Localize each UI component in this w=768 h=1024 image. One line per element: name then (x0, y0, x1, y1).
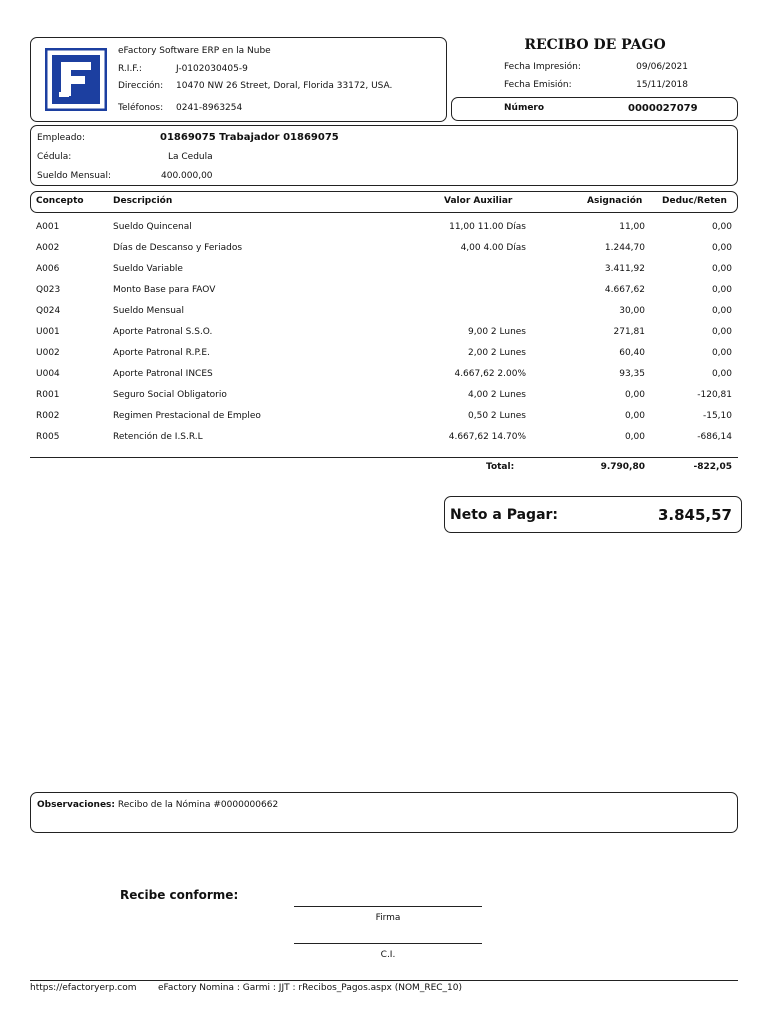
row-aux-value: 0,50 2 Lunes (468, 411, 526, 421)
address-value: 10470 NW 26 Street, Doral, Florida 33172, USA. (176, 81, 393, 91)
signature-label: Firma (375, 913, 401, 923)
table-row (36, 411, 736, 431)
row-deduction: 0,00 (711, 243, 732, 253)
total-label: Total: (486, 462, 515, 472)
row-aux-value: 2,00 2 Lunes (468, 348, 526, 358)
issue-date-label: Fecha Emisión: (504, 80, 572, 90)
row-assignment: 3.411,92 (604, 264, 645, 274)
row-concept: R001 (36, 390, 60, 400)
row-deduction: 0,00 (711, 369, 732, 379)
table-row (36, 222, 736, 242)
table-row (36, 243, 736, 263)
header-concept: Concepto (36, 196, 84, 206)
employee-label: Empleado: (37, 133, 85, 143)
id-value: La Cedula (168, 152, 213, 162)
row-deduction: 0,00 (711, 285, 732, 295)
row-concept: U001 (36, 327, 60, 337)
footer-info: eFactory Nomina : Garmi : JJT : rRecibos_Pagos.aspx (NOM_REC_10) (158, 983, 463, 993)
company-info-box (30, 37, 447, 122)
table-row (36, 285, 736, 305)
row-concept: Q023 (36, 285, 61, 295)
print-date-value: 09/06/2021 (636, 62, 688, 72)
row-concept: U002 (36, 348, 60, 358)
row-description: Sueldo Variable (113, 264, 183, 274)
row-description: Retención de I.S.R.L (113, 432, 203, 442)
table-row (36, 264, 736, 284)
row-aux-value: 11,00 11.00 Días (449, 222, 526, 232)
row-description: Aporte Patronal R.P.E. (113, 348, 210, 358)
table-row (36, 432, 736, 452)
phone-label: Teléfonos: (118, 103, 164, 113)
total-divider (30, 457, 738, 458)
row-assignment: 0,00 (624, 390, 645, 400)
observations (37, 800, 278, 810)
row-deduction: -686,14 (697, 432, 732, 442)
row-deduction: 0,00 (711, 306, 732, 316)
footer-url: https://efactoryerp.com (30, 983, 137, 993)
total-deduction: -822,05 (693, 462, 732, 472)
row-concept: R002 (36, 411, 60, 421)
header-deduction: Deduc/Reten (662, 196, 727, 206)
receipt-number-label: Número (504, 103, 545, 113)
row-aux-value: 4,00 2 Lunes (468, 390, 526, 400)
receipt-number-box (451, 97, 738, 121)
net-pay-value: 3.845,57 (657, 506, 732, 524)
row-assignment: 93,35 (619, 369, 645, 379)
ci-label: C.I. (380, 950, 396, 960)
row-concept: A006 (36, 264, 60, 274)
row-concept: R005 (36, 432, 60, 442)
print-date-label: Fecha Impresión: (504, 62, 581, 72)
row-assignment: 271,81 (613, 327, 645, 337)
header-aux: Valor Auxiliar (444, 196, 513, 206)
row-description: Regimen Prestacional de Empleo (113, 411, 261, 421)
row-description: Seguro Social Obligatorio (113, 390, 227, 400)
table-row (36, 348, 736, 368)
row-deduction: 0,00 (711, 222, 732, 232)
address-label: Dirección: (118, 81, 164, 91)
header-description: Descripción (113, 196, 173, 206)
salary-value: 400.000,00 (161, 171, 213, 181)
row-description: Sueldo Quincenal (113, 222, 192, 232)
row-concept: Q024 (36, 306, 61, 316)
receipt-title: RECIBO DE PAGO (524, 37, 666, 53)
row-assignment: 30,00 (619, 306, 645, 316)
row-assignment: 4.667,62 (604, 285, 645, 295)
row-description: Monto Base para FAOV (113, 285, 216, 295)
row-description: Días de Descanso y Feriados (113, 243, 243, 253)
issue-date-value: 15/11/2018 (636, 80, 688, 90)
phone-value: 0241-8963254 (176, 103, 243, 113)
row-concept: U004 (36, 369, 60, 379)
row-aux-value: 4,00 4.00 Días (460, 243, 526, 253)
employee-value: 01869075 Trabajador 01869075 (160, 132, 339, 143)
company-name: eFactory Software ERP en la Nube (118, 46, 271, 56)
company-logo-icon (45, 48, 107, 111)
row-aux-value: 4.667,62 2.00% (454, 369, 526, 379)
table-row (36, 390, 736, 410)
observations-label: Observaciones: (37, 800, 116, 810)
net-pay-label: Neto a Pagar: (450, 507, 559, 523)
row-deduction: -15,10 (702, 411, 732, 421)
footer-divider (30, 980, 738, 981)
row-deduction: 0,00 (711, 264, 732, 274)
row-deduction: -120,81 (697, 390, 732, 400)
row-description: Sueldo Mensual (113, 306, 184, 316)
total-assignment: 9.790,80 (600, 462, 645, 472)
net-pay-box (444, 496, 742, 533)
signature-line (294, 906, 482, 907)
id-label: Cédula: (37, 152, 72, 162)
observations-box (30, 792, 738, 833)
row-concept: A002 (36, 243, 60, 253)
row-assignment: 0,00 (624, 411, 645, 421)
row-aux-value: 9,00 2 Lunes (468, 327, 526, 337)
observations-text: Recibo de la Nómina #0000000662 (117, 800, 279, 810)
row-description: Aporte Patronal INCES (113, 369, 213, 379)
id-line (294, 943, 482, 944)
employee-info-box (30, 125, 738, 186)
row-assignment: 60,40 (619, 348, 645, 358)
row-concept: A001 (36, 222, 60, 232)
accept-label: Recibe conforme: (120, 888, 239, 902)
rif-value: J-0102030405-9 (176, 64, 248, 74)
receipt-number-value: 0000027079 (628, 103, 698, 114)
salary-label: Sueldo Mensual: (37, 171, 111, 181)
row-deduction: 0,00 (711, 327, 732, 337)
table-row (36, 306, 736, 326)
row-deduction: 0,00 (711, 348, 732, 358)
row-description: Aporte Patronal S.S.O. (113, 327, 213, 337)
table-row (36, 327, 736, 347)
rif-label: R.I.F.: (118, 64, 142, 74)
row-assignment: 1.244,70 (604, 243, 645, 253)
table-row (36, 369, 736, 389)
row-aux-value: 4.667,62 14.70% (448, 432, 526, 442)
header-assignment: Asignación (587, 196, 643, 206)
table-header (30, 191, 738, 213)
row-assignment: 0,00 (624, 432, 645, 442)
row-assignment: 11,00 (619, 222, 645, 232)
